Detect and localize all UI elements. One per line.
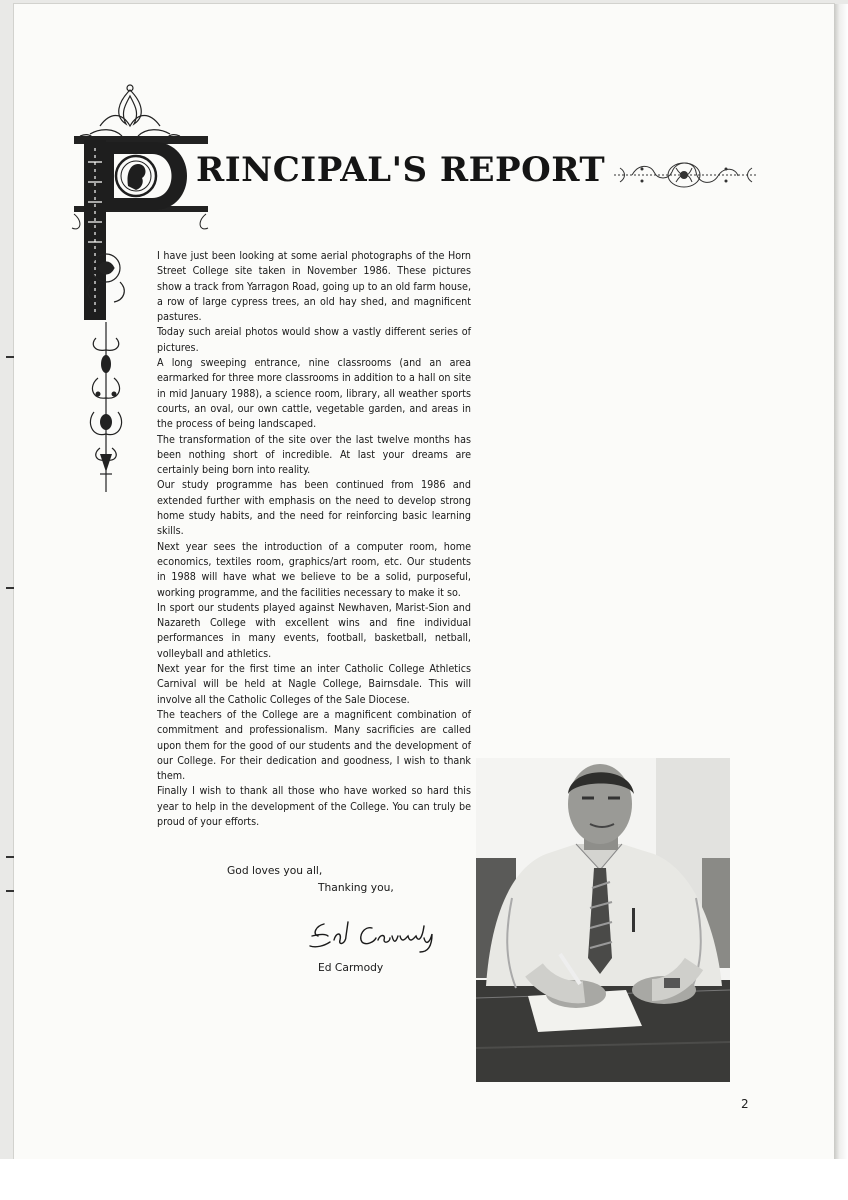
report-paragraph: A long sweeping entrance, nine classrooms (and an area earmarked for three more classrooms in addition to a hall on site in mid January 1988), a science room, library, all weather sports courts, an oval, our own cattle, vegetable garden, and areas in the process of being landscaped. [157,356,471,431]
report-paragraph: Next year sees the introduction of a computer room, home economics, textiles room, graphics/art room, etc. Our students in 1988 will have what we believe to be a solid, purposeful, working programme, and the facilities necessary to make it so. [157,539,471,599]
binding-mark [6,587,14,589]
binding-mark [6,856,14,858]
report-paragraph: Today such areial photos would show a vastly different series of pictures. [157,325,471,354]
page-title [196,150,605,190]
binding-mark [6,356,14,358]
report-paragraph: The teachers of the College are a magnificent combination of commitment and professionalism. Many sacrificies are called upon them for the good of our students and the development of our College. For their dedication and goodness, I wish to thank them. [157,707,471,783]
closing-blessing: God loves you all, [227,864,323,877]
report-paragraph: I have just been looking at some aerial photographs of the Horn Street College site taken in November 1986. These pictures show a track from Yarragon Road, going up to an old farm house, a row of large cypress trees, an old hay shed, and magnificent pastures. [157,249,471,324]
title-flourish [612,154,762,196]
report-paragraph: In sport our students played against Newhaven, Marist-Sion and Nazareth College with excellent wins and fine individual performances in many events, football, basketball, netball, volleyball and athletics. [157,600,471,660]
page-edge [834,4,848,1159]
report-paragraph: Next year for the first time an inter Catholic College Athletics Carnival will be held at Nagle College, Bairnsdale. This will involve all the Catholic Colleges of the Sale Diocese. [157,662,471,706]
closing-thanks: Thanking you, [318,881,394,894]
report-body [157,248,471,829]
binding-mark [6,890,14,892]
report-paragraph: Our study programme has been continued from 1986 and extended further with emphasis on the need to develop strong home study habits, and the need for reinforcing basic learning skills. [157,478,471,538]
report-paragraph: Finally I wish to thank all those who have worked so hard this year to help in the development of the College. You can truly be proud of your efforts. [157,784,471,828]
scan-margin [0,1159,848,1200]
principal-photo [476,758,730,1082]
signature [306,916,436,956]
signatory-name: Ed Carmody [318,961,384,974]
page-number: 2 [741,1097,749,1111]
title-rest: RINCIPAL'S REPORT [196,150,606,190]
report-paragraph: The transformation of the site over the last twelve months has been nothing short of incredible. At last your dreams are certainly being born into reality. [157,432,471,477]
